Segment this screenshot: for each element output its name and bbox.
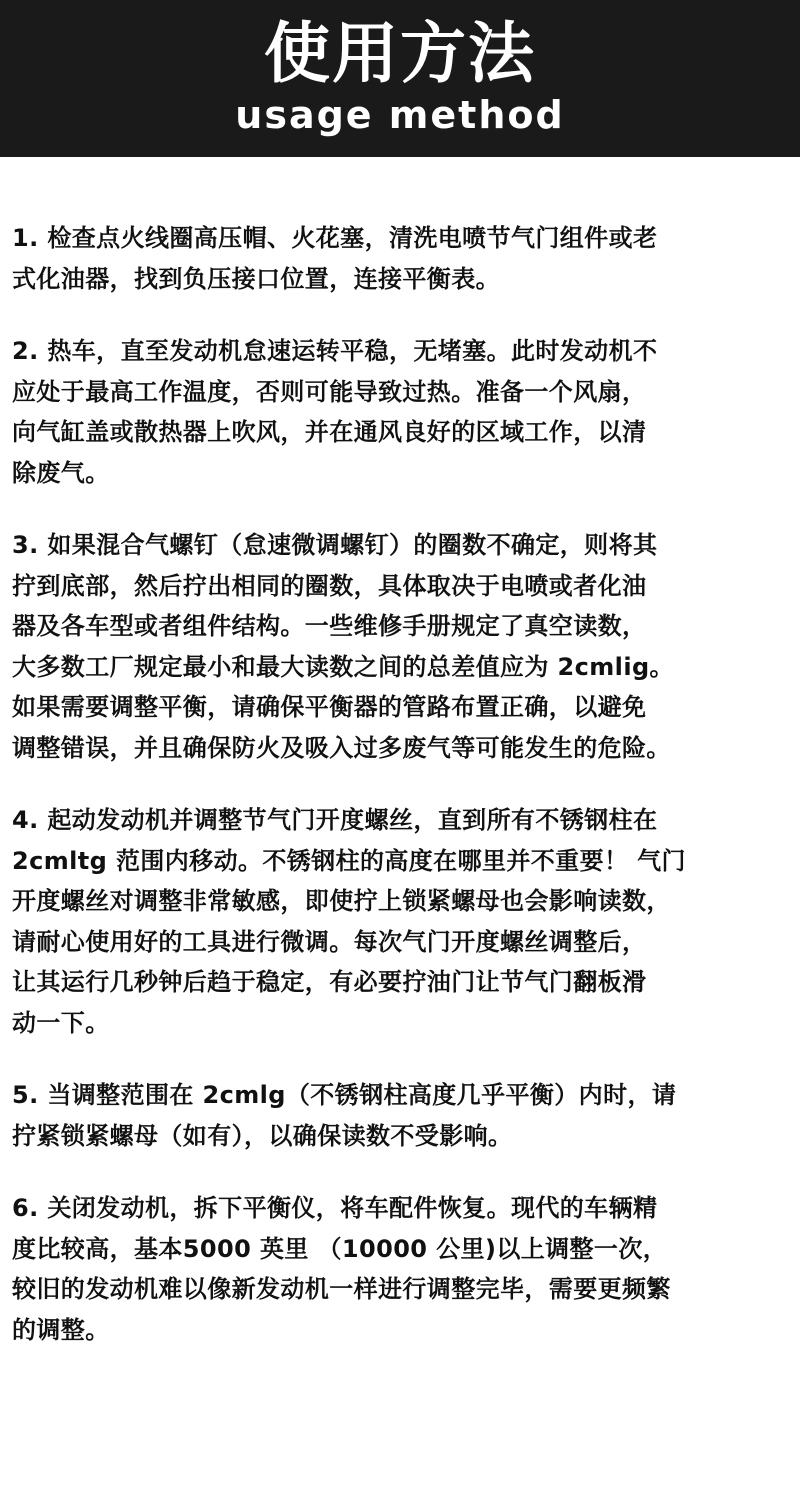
header-banner (0, 0, 800, 157)
step-1: 1. 检查点火线圈高压帽、火花塞，清洗电喷节气门组件或老 式化油器，找到负压接口位置，连接平衡表。 (12, 224, 658, 293)
step-3: 3. 如果混合气螺钉（怠速微调螺钉）的圈数不确定，则将其 拧到底部，然后拧出相同的圈数，具体取决于电喷或者化油 器及各车型或者组件结构。一些维修手册规定了真空读数， 大多数工厂规定最小和最大读数之间的总差值应为 2cmlig。 如果需要调整平衡，请确保平衡器的管路布置正确，以避免 调整错误，并且确保防火及吸入过多废气等可能发生的危险。 (12, 531, 674, 762)
instructions-list (12, 218, 796, 1382)
step-5: 5. 当调整范围在 2cmlg（不锈钢柱高度几乎平衡）内时，请 拧紧锁紧螺母（如有），以确保读数不受影响。 (12, 1081, 677, 1150)
step-6: 6. 关闭发动机，拆下平衡仪，将车配件恢复。现代的车辆精 度比较高，基本5000 英里 （10000 公里)以上调整一次， 较旧的发动机难以像新发动机一样进行调整完毕，需要更频繁 的调整。 (12, 1194, 671, 1344)
step-4: 4. 起动发动机并调整节气门开度螺丝，直到所有不锈钢柱在 2cmltg 范围内移动。不锈钢柱的高度在哪里并不重要！ 气门 开度螺丝对调整非常敏感，即使拧上锁紧螺母也会影响读数， 请耐心使用好的工具进行微调。每次气门开度螺丝调整后， 让其运行几秒钟后趋于稳定，有必要拧油门让节气门翻板滑 动一下。 (12, 806, 686, 1037)
step-2: 2. 热车，直至发动机怠速运转平稳，无堵塞。此时发动机不 应处于最高工作温度，否则可能导致过热。准备一个风扇， 向气缸盖或散热器上吹风，并在通风良好的区域工作，以清 除废气。 (12, 337, 658, 487)
page-subtitle: usage method (235, 93, 565, 137)
page-title: 使用方法 (264, 15, 536, 92)
